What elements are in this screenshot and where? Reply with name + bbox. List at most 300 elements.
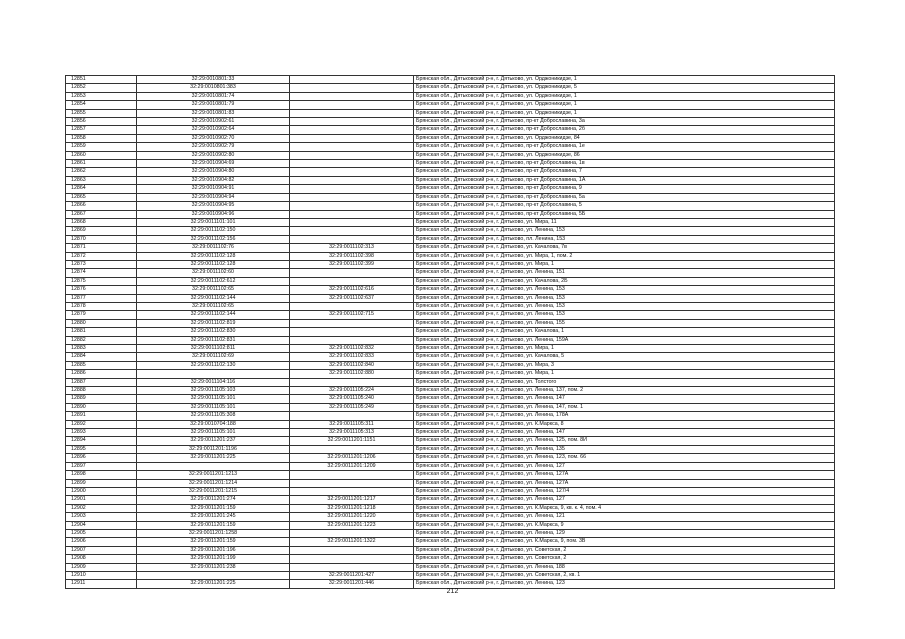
related-cadastral-number-cell [290,479,414,487]
address-cell: Брянская обл., Дятьковский р-н, г. Дятьково, ул. Качалова, 2Б [414,277,835,285]
address-cell: Брянская обл., Дятьковский р-н, г. Дятьково, ул. Ленина, 188 [414,563,835,571]
row-number-cell: 12860 [66,151,137,159]
table-row [66,286,835,294]
row-number-cell: 12873 [66,260,137,268]
address-cell: Брянская обл., Дятьковский р-н, г. Дятьково, ул. К.Маркса, 9 [414,521,835,529]
row-number-cell: 12890 [66,403,137,411]
cadastral-number-cell: 32:29:0011102:65 [137,286,290,294]
table-row [66,471,835,479]
related-cadastral-number-cell [290,101,414,109]
related-cadastral-number-cell: 32:29:0011201:1220 [290,513,414,521]
address-cell: Брянская обл., Дятьковский р-н, г. Дятьково, ул. Орджоникидзе, 5 [414,84,835,92]
cadastral-number-cell: 32:29:0011104:116 [137,378,290,386]
table-row [66,563,835,571]
address-cell: Брянская обл., Дятьковский р-н, г. Дятьково, ул. Ленина, 121 [414,513,835,521]
address-cell: Брянская обл., Дятьковский р-н, г. Дятьково, пр-кт Доброславина, 7 [414,168,835,176]
table-row [66,302,835,310]
row-number-cell: 12856 [66,118,137,126]
table-row [66,504,835,512]
address-cell: Брянская обл., Дятьковский р-н, г. Дятьково, ул. Ленина, 153 [414,227,835,235]
cadastral-number-cell: 32:29:0011201:1258 [137,529,290,537]
address-cell: Брянская обл., Дятьковский р-н, г. Дятьково, ул. Советская, 2, кв. 1 [414,571,835,579]
table-row [66,168,835,176]
address-cell: Брянская обл., Дятьковский р-н, г. Дятьково, ул. Ленина, 153 [414,302,835,310]
address-cell: Брянская обл., Дятьковский р-н, г. Дятьково, пр-кт Доброславина, 5а [414,193,835,201]
row-number-cell: 12866 [66,202,137,210]
table-row [66,361,835,369]
row-number-cell: 12894 [66,437,137,445]
cadastral-number-cell [137,571,290,579]
table-row [66,462,835,470]
address-cell: Брянская обл., Дятьковский р-н, г. Дятьково, ул. Качалова, 7в [414,244,835,252]
cadastral-number-cell: 32:29:0010904:69 [137,160,290,168]
row-number-cell: 12900 [66,487,137,495]
cadastral-number-cell: 32:29:0010801:79 [137,101,290,109]
related-cadastral-number-cell [290,84,414,92]
table-row [66,160,835,168]
related-cadastral-number-cell [290,160,414,168]
row-number-cell: 12864 [66,185,137,193]
row-number-cell: 12865 [66,193,137,201]
address-cell: Брянская обл., Дятьковский р-н, г. Дятьково, ул. Ленина, 127А [414,471,835,479]
address-cell: Брянская обл., Дятьковский р-н, г. Дятьково, пр-кт Доброславина, 5 [414,202,835,210]
table-row [66,277,835,285]
cadastral-number-cell: 32:29:0011102:612 [137,277,290,285]
address-cell: Брянская обл., Дятьковский р-н, г. Дятьково, ул. Ленина, 155 [414,319,835,327]
row-number-cell: 12884 [66,353,137,361]
table-row [66,454,835,462]
table-row [66,328,835,336]
related-cadastral-number-cell [290,378,414,386]
table-row [66,445,835,453]
table-row [66,244,835,252]
row-number-cell: 12887 [66,378,137,386]
table-row [66,513,835,521]
cadastral-number-cell: 32:29:0011201:159 [137,538,290,546]
cadastral-number-cell: 32:29:0011201:196 [137,546,290,554]
row-number-cell: 12853 [66,92,137,100]
registry-table-body [66,76,835,589]
address-cell: Брянская обл., Дятьковский р-н, г. Дятьково, ул. Ленина, 147 [414,429,835,437]
address-cell: Брянская обл., Дятьковский р-н, г. Дятьково, ул. Ленина, 127 [414,462,835,470]
table-row [66,269,835,277]
cadastral-number-cell: 32:29:0011105:101 [137,429,290,437]
cadastral-number-cell: 32:29:0010904:96 [137,210,290,218]
address-cell: Брянская обл., Дятьковский р-н, г. Дятьково, ул. Ленина, 137, пом. 2 [414,387,835,395]
related-cadastral-number-cell [290,412,414,420]
related-cadastral-number-cell [290,118,414,126]
row-number-cell: 12904 [66,521,137,529]
cadastral-number-cell: 32:29:0011201:225 [137,454,290,462]
table-row [66,487,835,495]
table-row [66,218,835,226]
cadastral-number-cell: 32:29:0011105:103 [137,387,290,395]
row-number-cell: 12902 [66,504,137,512]
related-cadastral-number-cell: 32:29:0011102:637 [290,294,414,302]
page-number: 212 [446,588,459,595]
cadastral-number-cell: 32:29:0011201:159 [137,504,290,512]
row-number-cell: 12861 [66,160,137,168]
address-cell: Брянская обл., Дятьковский р-н, г. Дятьково, ул. Мира, 1, пом. 2 [414,252,835,260]
address-cell: Брянская обл., Дятьковский р-н, г. Дятьково, ул. Качалова, 1 [414,328,835,336]
table-row [66,227,835,235]
table-row [66,202,835,210]
related-cadastral-number-cell [290,76,414,84]
table-row [66,210,835,218]
row-number-cell: 12855 [66,109,137,117]
row-number-cell: 12868 [66,218,137,226]
row-number-cell: 12889 [66,395,137,403]
row-number-cell: 12908 [66,555,137,563]
cadastral-number-cell: 32:29:0011102:811 [137,345,290,353]
related-cadastral-number-cell: 32:29:0011201:1206 [290,454,414,462]
row-number-cell: 12877 [66,294,137,302]
address-cell: Брянская обл., Дятьковский р-н, г. Дятьково, пр-кт Доброславина, 1в [414,160,835,168]
related-cadastral-number-cell: 32:29:0011102:399 [290,260,414,268]
table-row [66,319,835,327]
table-row [66,538,835,546]
cadastral-number-cell: 32:29:0010904:91 [137,185,290,193]
cadastral-number-cell: 32:29:0011201:237 [137,437,290,445]
table-row [66,345,835,353]
cadastral-number-cell: 32:29:0010902:79 [137,143,290,151]
cadastral-number-cell: 32:29:0011102:130 [137,361,290,369]
row-number-cell: 12871 [66,244,137,252]
related-cadastral-number-cell: 32:29:0011201:446 [290,580,414,588]
cadastral-number-cell: 32:29:0011102:144 [137,294,290,302]
row-number-cell: 12909 [66,563,137,571]
address-cell: Брянская обл., Дятьковский р-н, г. Дятьково, ул. Ленина, 135 [414,445,835,453]
cadastral-number-cell: 32:29:0010904:80 [137,168,290,176]
cadastral-number-cell: 32:29:0010704:188 [137,420,290,428]
row-number-cell: 12897 [66,462,137,470]
cadastral-number-cell [137,462,290,470]
cadastral-number-cell: 32:29:0011102:830 [137,328,290,336]
table-row [66,260,835,268]
table-row [66,151,835,159]
row-number-cell: 12872 [66,252,137,260]
address-cell: Брянская обл., Дятьковский р-н, г. Дятьково, ул. Ленина, 127/4 [414,487,835,495]
cadastral-number-cell: 32:29:0010904:95 [137,202,290,210]
address-cell: Брянская обл., Дятьковский р-н, г. Дятьково, ул. К.Маркса, 8 [414,420,835,428]
cadastral-number-cell: 32:29:0011102:69 [137,353,290,361]
table-row [66,185,835,193]
related-cadastral-number-cell: 32:29:0011102:398 [290,252,414,260]
table-row [66,252,835,260]
row-number-cell: 12874 [66,269,137,277]
table-row [66,395,835,403]
address-cell: Брянская обл., Дятьковский р-н, г. Дятьково, ул. Мира, 1 [414,345,835,353]
related-cadastral-number-cell [290,319,414,327]
address-cell: Брянская обл., Дятьковский р-н, г. Дятьково, ул. Ленина, 151 [414,269,835,277]
cadastral-number-cell: 32:29:0011201:1196 [137,445,290,453]
row-number-cell: 12910 [66,571,137,579]
table-row [66,143,835,151]
cadastral-number-cell: 32:29:0011201:1214 [137,479,290,487]
address-cell: Брянская обл., Дятьковский р-н, г. Дятьково, ул. Советская, 2 [414,555,835,563]
table-row [66,176,835,184]
row-number-cell: 12851 [66,76,137,84]
table-row [66,370,835,378]
address-cell: Брянская обл., Дятьковский р-н, г. Дятьково, пр-кт Доброславина, 1е [414,143,835,151]
address-cell: Брянская обл., Дятьковский р-н, г. Дятьково, ул. Ленина, 123, пом. 66 [414,454,835,462]
cadastral-number-cell: 32:29:0011102:60 [137,269,290,277]
cadastral-number-cell: 32:29:0011102:128 [137,260,290,268]
related-cadastral-number-cell [290,269,414,277]
related-cadastral-number-cell [290,185,414,193]
address-cell: Брянская обл., Дятьковский р-н, г. Дятьково, пл. Ленина, 153 [414,235,835,243]
address-cell: Брянская обл., Дятьковский р-н, г. Дятьково, ул. Орджоникидзе, 1 [414,101,835,109]
address-cell: Брянская обл., Дятьковский р-н, г. Дятьково, ул. Мира, 11 [414,218,835,226]
related-cadastral-number-cell [290,302,414,310]
related-cadastral-number-cell [290,218,414,226]
cadastral-number-cell: 32:29:0011102:144 [137,311,290,319]
row-number-cell: 12880 [66,319,137,327]
table-row [66,496,835,504]
cadastral-number-cell: 32:29:0011201:245 [137,513,290,521]
row-number-cell: 12886 [66,370,137,378]
cadastral-number-cell: 32:29:0011105:308 [137,412,290,420]
address-cell: Брянская обл., Дятьковский р-н, г. Дятьково, пр-кт Доброславина, 3а [414,118,835,126]
table-row [66,555,835,563]
related-cadastral-number-cell: 32:29:0011105:240 [290,395,414,403]
cadastral-number-cell: 32:29:0011102:831 [137,336,290,344]
row-number-cell: 12899 [66,479,137,487]
cadastral-number-cell: 32:29:0011102:76 [137,244,290,252]
related-cadastral-number-cell [290,336,414,344]
table-row [66,429,835,437]
related-cadastral-number-cell [290,277,414,285]
address-cell: Брянская обл., Дятьковский р-н, г. Дятьково, ул. Ленина, 125, пом. 8И [414,437,835,445]
cadastral-number-cell: 32:29:0011102:156 [137,235,290,243]
cadastral-number-cell: 32:29:0011105:101 [137,403,290,411]
related-cadastral-number-cell [290,143,414,151]
cadastral-number-cell: 32:29:0010902:80 [137,151,290,159]
table-row [66,193,835,201]
related-cadastral-number-cell: 32:29:0011201:1217 [290,496,414,504]
table-row [66,420,835,428]
address-cell: Брянская обл., Дятьковский р-н, г. Дятьково, ул. Ленина, 147 [414,395,835,403]
cadastral-number-cell: 32:29:0010801:33 [137,76,290,84]
related-cadastral-number-cell: 32:29:0011102:313 [290,244,414,252]
row-number-cell: 12879 [66,311,137,319]
related-cadastral-number-cell: 32:29:0011105:311 [290,420,414,428]
table-row [66,101,835,109]
address-cell: Брянская обл., Дятьковский р-н, г. Дятьково, ул. Толстого [414,378,835,386]
cadastral-number-cell: 32:29:0011201:225 [137,580,290,588]
related-cadastral-number-cell: 32:29:0011102:833 [290,353,414,361]
row-number-cell: 12858 [66,134,137,142]
related-cadastral-number-cell [290,92,414,100]
table-row [66,387,835,395]
row-number-cell: 12903 [66,513,137,521]
address-cell: Брянская обл., Дятьковский р-н, г. Дятьково, ул. Мира, 1 [414,370,835,378]
address-cell: Брянская обл., Дятьковский р-н, г. Дятьково, ул. Ленина, 159А [414,336,835,344]
table-row [66,134,835,142]
address-cell: Брянская обл., Дятьковский р-н, г. Дятьково, ул. Качалова, 5 [414,353,835,361]
related-cadastral-number-cell [290,176,414,184]
address-cell: Брянская обл., Дятьковский р-н, г. Дятьково, ул. Ленина, 153 [414,286,835,294]
row-number-cell: 12893 [66,429,137,437]
row-number-cell: 12869 [66,227,137,235]
related-cadastral-number-cell [290,134,414,142]
address-cell: Брянская обл., Дятьковский р-н, г. Дятьково, пр-кт Доброславина, 9 [414,185,835,193]
table-row [66,336,835,344]
related-cadastral-number-cell: 32:29:0011105:249 [290,403,414,411]
cadastral-number-cell: 32:29:0011201:1215 [137,487,290,495]
table-row [66,294,835,302]
row-number-cell: 12901 [66,496,137,504]
table-row [66,378,835,386]
related-cadastral-number-cell: 32:29:0011105:313 [290,429,414,437]
cadastral-number-cell: 32:29:0010801:383 [137,84,290,92]
related-cadastral-number-cell [290,193,414,201]
related-cadastral-number-cell [290,227,414,235]
table-row [66,235,835,243]
row-number-cell: 12870 [66,235,137,243]
address-cell: Брянская обл., Дятьковский р-н, г. Дятьково, ул. Ленина, 178А [414,412,835,420]
row-number-cell: 12898 [66,471,137,479]
row-number-cell: 12905 [66,529,137,537]
address-cell: Брянская обл., Дятьковский р-н, г. Дятьково, ул. Ленина, 127 [414,496,835,504]
address-cell: Брянская обл., Дятьковский р-н, г. Дятьково, ул. Орджоникидзе, 86 [414,151,835,159]
address-cell: Брянская обл., Дятьковский р-н, г. Дятьково, пр-кт Доброславина, 1А [414,176,835,184]
row-number-cell: 12863 [66,176,137,184]
related-cadastral-number-cell [290,109,414,117]
row-number-cell: 12854 [66,101,137,109]
table-row [66,437,835,445]
row-number-cell: 12862 [66,168,137,176]
cadastral-number-cell: 32:29:0011201:1213 [137,471,290,479]
related-cadastral-number-cell: 32:29:0011201:1223 [290,521,414,529]
address-cell: Брянская обл., Дятьковский р-н, г. Дятьково, ул. К.Маркса, 9, пом. 3В [414,538,835,546]
row-number-cell: 12882 [66,336,137,344]
table-row [66,571,835,579]
row-number-cell: 12867 [66,210,137,218]
row-number-cell: 12875 [66,277,137,285]
row-number-cell: 12891 [66,412,137,420]
table-row [66,521,835,529]
table-row [66,126,835,134]
row-number-cell: 12885 [66,361,137,369]
related-cadastral-number-cell [290,168,414,176]
cadastral-number-cell: 32:29:0010904:82 [137,176,290,184]
address-cell: Брянская обл., Дятьковский р-н, г. Дятьково, ул. Орджоникидзе, 1 [414,76,835,84]
table-row [66,84,835,92]
address-cell: Брянская обл., Дятьковский р-н, г. Дятьково, пр-кт Доброславина, 5Б [414,210,835,218]
cadastral-number-cell: 32:29:0011105:101 [137,395,290,403]
table-row [66,353,835,361]
address-cell: Брянская обл., Дятьковский р-н, г. Дятьково, ул. Ленина, 147, пом. 1 [414,403,835,411]
row-number-cell: 12883 [66,345,137,353]
related-cadastral-number-cell [290,328,414,336]
related-cadastral-number-cell: 32:29:0011201:1322 [290,538,414,546]
address-cell: Брянская обл., Дятьковский р-н, г. Дятьково, ул. Мира, 3 [414,361,835,369]
cadastral-number-cell: 32:29:0010904:94 [137,193,290,201]
table-row [66,118,835,126]
cadastral-number-cell: 32:29:0011102:65 [137,302,290,310]
table-row [66,109,835,117]
address-cell: Брянская обл., Дятьковский р-н, г. Дятьково, ул. Орджоникидзе, 84 [414,134,835,142]
registry-sheet [65,75,834,589]
related-cadastral-number-cell [290,235,414,243]
address-cell: Брянская обл., Дятьковский р-н, г. Дятьково, ул. Мира, 1 [414,260,835,268]
table-row [66,546,835,554]
cadastral-number-cell: 32:29:0010801:83 [137,109,290,117]
related-cadastral-number-cell: 32:29:0011102:832 [290,345,414,353]
related-cadastral-number-cell: 32:29:0011102:715 [290,311,414,319]
cadastral-number-cell: 32:29:0010801:74 [137,92,290,100]
address-cell: Брянская обл., Дятьковский р-н, г. Дятьково, пр-кт Доброславина, 2б [414,126,835,134]
row-number-cell: 12881 [66,328,137,336]
address-cell: Брянская обл., Дятьковский р-н, г. Дятьково, ул. Советская, 2 [414,546,835,554]
table-row [66,529,835,537]
cadastral-number-cell: 32:29:0011201:274 [137,496,290,504]
address-cell: Брянская обл., Дятьковский р-н, г. Дятьково, ул. Ленина, 127А [414,479,835,487]
address-cell: Брянская обл., Дятьковский р-н, г. Дятьково, ул. Ленина, 153 [414,294,835,302]
row-number-cell: 12906 [66,538,137,546]
related-cadastral-number-cell: 32:29:0011102:616 [290,286,414,294]
row-number-cell: 12888 [66,387,137,395]
address-cell: Брянская обл., Дятьковский р-н, г. Дятьково, ул. Ленина, 129 [414,529,835,537]
related-cadastral-number-cell [290,487,414,495]
row-number-cell: 12907 [66,546,137,554]
table-row [66,311,835,319]
cadastral-number-cell: 32:29:0011102:819 [137,319,290,327]
row-number-cell: 12876 [66,286,137,294]
row-number-cell: 12911 [66,580,137,588]
table-row [66,76,835,84]
related-cadastral-number-cell: 32:29:0011201:1151 [290,437,414,445]
row-number-cell: 12896 [66,454,137,462]
row-number-cell: 12857 [66,126,137,134]
cadastral-number-cell: 32:29:0011201:199 [137,555,290,563]
registry-table [65,75,835,589]
address-cell: Брянская обл., Дятьковский р-н, г. Дятьково, ул. Ленина, 123 [414,580,835,588]
related-cadastral-number-cell [290,445,414,453]
table-row [66,92,835,100]
row-number-cell: 12892 [66,420,137,428]
related-cadastral-number-cell [290,202,414,210]
address-cell: Брянская обл., Дятьковский р-н, г. Дятьково, ул. Орджоникидзе, 1 [414,92,835,100]
cadastral-number-cell: 32:29:0011201:238 [137,563,290,571]
table-row [66,403,835,411]
cadastral-number-cell: 32:29:0010902:61 [137,118,290,126]
related-cadastral-number-cell [290,529,414,537]
related-cadastral-number-cell: 32:29:0011102:880 [290,370,414,378]
address-cell: Брянская обл., Дятьковский р-н, г. Дятьково, ул. Ленина, 153 [414,311,835,319]
table-row [66,412,835,420]
cadastral-number-cell: 32:29:0011101:101 [137,218,290,226]
related-cadastral-number-cell: 32:29:0011102:840 [290,361,414,369]
related-cadastral-number-cell: 32:29:0011201:1218 [290,504,414,512]
address-cell: Брянская обл., Дятьковский р-н, г. Дятьково, ул. К.Маркса, 9, кв. к. 4, пом. 4 [414,504,835,512]
related-cadastral-number-cell [290,126,414,134]
cadastral-number-cell: 32:29:0011102:150 [137,227,290,235]
table-row [66,479,835,487]
row-number-cell: 12859 [66,143,137,151]
cadastral-number-cell: 32:29:0011201:159 [137,521,290,529]
row-number-cell: 12878 [66,302,137,310]
cadastral-number-cell [137,370,290,378]
cadastral-number-cell: 32:29:0010902:64 [137,126,290,134]
related-cadastral-number-cell [290,555,414,563]
cadastral-number-cell: 32:29:0010902:70 [137,134,290,142]
related-cadastral-number-cell: 32:29:0011201:427 [290,571,414,579]
related-cadastral-number-cell [290,563,414,571]
related-cadastral-number-cell [290,151,414,159]
related-cadastral-number-cell [290,546,414,554]
